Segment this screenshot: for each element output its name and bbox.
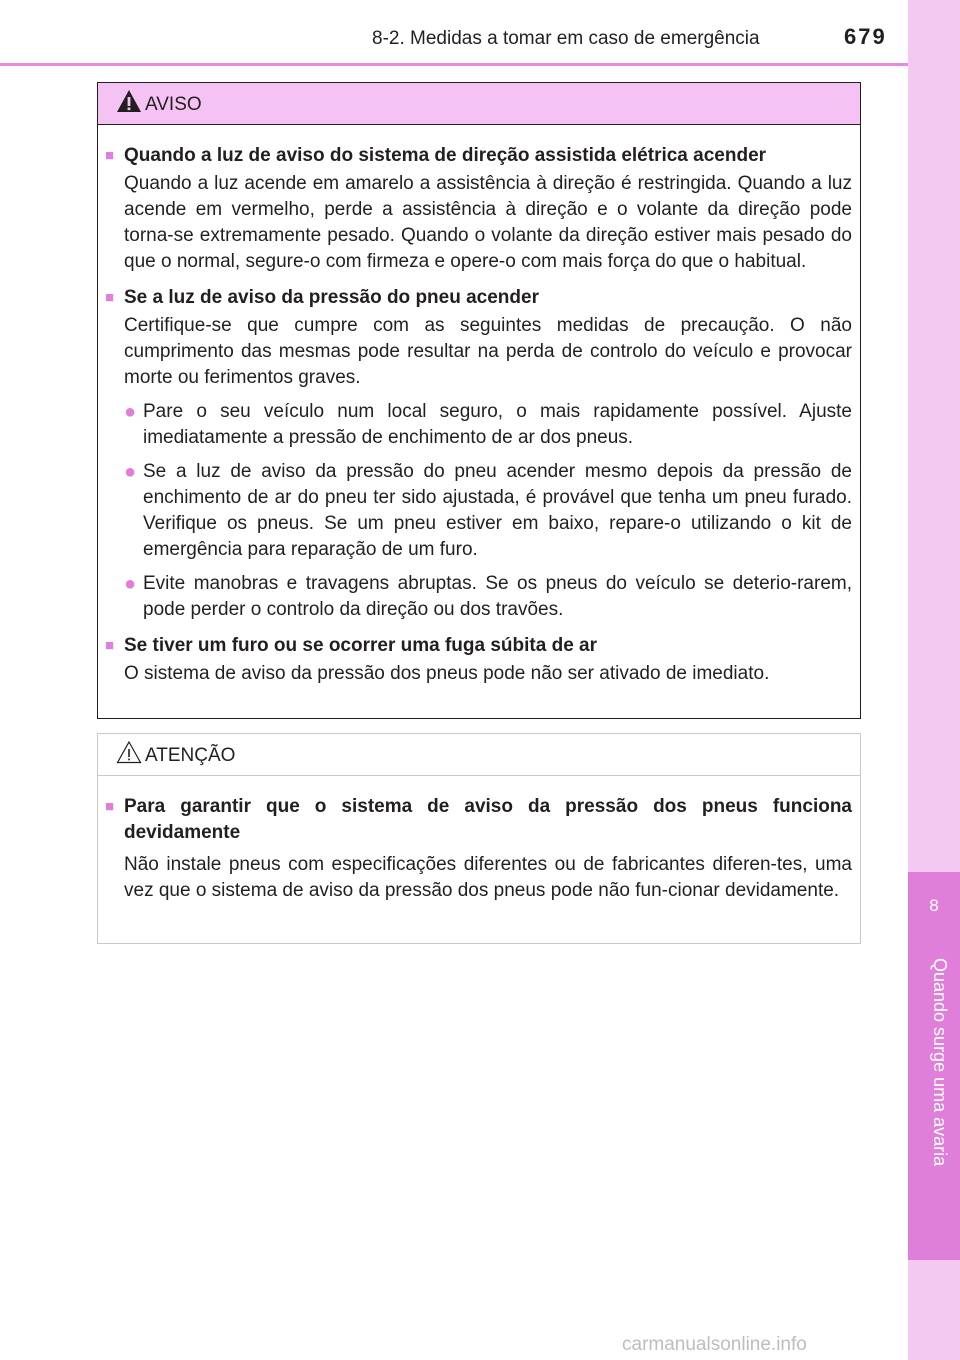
warning-item-title: Se a luz de aviso da pressão do pneu acender <box>124 287 539 308</box>
warning-item-heading <box>105 633 852 659</box>
warning-header <box>98 83 860 125</box>
caution-triangle-icon <box>116 740 142 764</box>
section-title: 8-2. Medidas a tomar em caso de emergência <box>372 28 760 49</box>
caution-box <box>97 733 861 944</box>
warning-label: AVISO <box>145 94 202 115</box>
list-item <box>124 399 852 451</box>
caution-label: ATENÇÃO <box>145 745 236 766</box>
square-bullet-icon: ■ <box>105 289 115 306</box>
list-item <box>124 459 852 563</box>
watermark: carmanualsonline.info <box>622 1334 807 1355</box>
square-bullet-icon: ■ <box>105 637 115 654</box>
warning-item-title: Se tiver um furo ou se ocorrer uma fuga súbita de ar <box>124 635 598 656</box>
square-bullet-icon: ■ <box>105 798 115 815</box>
warning-item-text: O sistema de aviso da pressão dos pneus pode não ser ativado de imediato. <box>124 663 770 684</box>
list-item <box>124 571 852 623</box>
caution-item-heading <box>105 794 852 846</box>
circle-bullet-icon: ● <box>124 573 137 595</box>
caution-item-text: Não instale pneus com especificações diferentes ou de fabricantes diferen-tes, uma vez que o sistema de aviso da pressão dos pneus pode não fun-cionar devidamente. <box>124 854 852 901</box>
list-item-text: Se a luz de aviso da pressão do pneu acender mesmo depois da pressão de enchimento de ar do pneu ter sido ajustada, é provável que tenha um pneu furado. Verifique os pneus. Se um pneu estiver em baixo, repare-o utilizando o kit de emergência para reparação de um furo. <box>143 461 852 560</box>
warning-item-heading <box>105 143 852 169</box>
warning-box <box>97 82 861 719</box>
chapter-title: Quando surge uma avaria <box>930 958 950 1167</box>
chapter-number: 8 <box>929 896 939 915</box>
list-item-text: Pare o seu veículo num local seguro, o mais rapidamente possível. Ajuste imediatamente a pressão de enchimento de ar dos pneus. <box>143 401 852 448</box>
header-rule <box>0 63 908 66</box>
caution-item-title: Para garantir que o sistema de aviso da pressão dos pneus funciona devidamente <box>124 796 852 843</box>
warning-triangle-icon <box>116 89 142 113</box>
circle-bullet-icon: ● <box>124 401 137 423</box>
caution-content <box>98 776 860 904</box>
circle-bullet-icon: ● <box>124 461 137 483</box>
square-bullet-icon: ■ <box>105 147 115 164</box>
warning-item-heading <box>105 285 852 311</box>
page-number: 679 <box>844 24 887 49</box>
caution-header <box>98 734 860 776</box>
warning-item-text: Quando a luz acende em amarelo a assistência à direção é restringida. Quando a luz acende em vermelho, perde a assistência à direção e o volante da direção pode torna-se extremamente pesado. Quando o volante da direção estiver mais pesado do que o normal, segure-o com firmeza e opere-o com mais força do que o habitual. <box>124 173 852 272</box>
list-item-text: Evite manobras e travagens abruptas. Se os pneus do veículo se deterio-rarem, pode perder o controlo da direção ou dos travões. <box>143 573 852 620</box>
warning-content <box>98 125 860 687</box>
warning-item-text: Certifique-se que cumpre com as seguintes medidas de precaução. O não cumprimento das mesmas pode resultar na perda de controlo do veículo e provocar morte ou ferimentos graves. <box>124 315 852 388</box>
warning-item-title: Quando a luz de aviso do sistema de direção assistida elétrica acender <box>124 145 767 166</box>
